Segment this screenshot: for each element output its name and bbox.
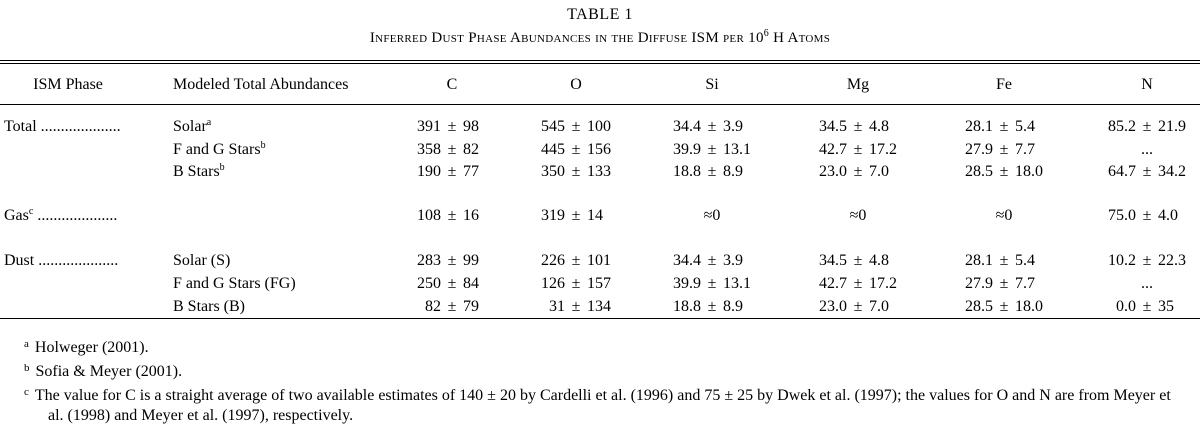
value-cell: 283 ± 99: [417, 252, 479, 269]
header-element-o: O: [570, 76, 582, 93]
value-cell: 545 ± 100: [541, 118, 611, 135]
header-element-c: C: [446, 76, 458, 93]
row-model: F and G Stars (FG): [173, 275, 296, 292]
value-cell: 39.9 ± 13.1: [673, 275, 751, 292]
header-element-mg: Mg: [846, 76, 870, 93]
value-cell: 28.5 ± 18.0: [965, 298, 1043, 315]
value-cell: 31 ± 134: [549, 298, 611, 315]
value-cell: 34.5 ± 4.8: [819, 118, 889, 135]
row-phase: Gas$^c$ ....................: [4, 206, 118, 224]
value-cell: 350 ± 133: [541, 163, 611, 180]
value-cell: 34.4 ± 3.9: [673, 118, 743, 135]
footnote-b: $^b$ Sofia & Meyer (2001).: [24, 362, 183, 380]
footnotes: [24, 334, 1184, 426]
value-cell: 10.2 ± 22.3: [1108, 252, 1186, 269]
value-cell: 39.9 ± 13.1: [673, 141, 751, 158]
value-cell: 358 ± 82: [417, 141, 479, 158]
header-model: Modeled Total Abundances: [173, 76, 349, 93]
value-cell: 34.4 ± 3.9: [673, 252, 743, 269]
row-phase: Dust ....................: [4, 252, 119, 269]
value-cell: 64.7 ± 34.2: [1108, 163, 1186, 180]
value-cell: 28.5 ± 18.0: [965, 163, 1043, 180]
value-cell: 42.7 ± 17.2: [819, 275, 897, 292]
value-cell: 82 ± 79: [425, 298, 479, 315]
header-element-fe: Fe: [996, 76, 1012, 93]
value-cell: 190 ± 77: [417, 163, 479, 180]
top-rule: [0, 60, 1200, 61]
row-phase: Total ....................: [4, 118, 121, 135]
header-rule: [0, 104, 1200, 105]
table-title: Inferred Dust Phase Abundances in the Diffuse ISM per $10^6$ H Atoms: [369, 28, 831, 46]
header-phase: ISM Phase: [33, 76, 103, 93]
value-cell: 108 ± 16: [417, 207, 479, 224]
bottom-rule: [0, 318, 1200, 319]
row-model: Solar (S): [173, 252, 231, 269]
value-cell: 250 ± 84: [417, 275, 479, 292]
value-cell: 126 ± 157: [541, 275, 611, 292]
table-number: TABLE 1: [567, 6, 633, 23]
value-cell: 34.5 ± 4.8: [819, 252, 889, 269]
value-cell: ...: [1141, 141, 1153, 158]
row-model: F and G Stars$^b$: [173, 140, 266, 158]
header-element-si: Si: [705, 76, 719, 93]
row-model: B Stars$^b$: [173, 162, 225, 180]
row-model: B Stars (B): [173, 298, 245, 315]
value-cell: 85.2 ± 21.9: [1108, 118, 1186, 135]
footnote-a: $^a$ Holweger (2001).: [24, 338, 149, 356]
value-cell: 319 ± 14: [541, 207, 603, 224]
value-cell: 0.0 ± 35: [1116, 298, 1174, 315]
value-cell: 23.0 ± 7.0: [819, 163, 889, 180]
value-cell: ≈0: [849, 207, 867, 224]
value-cell: 42.7 ± 17.2: [819, 141, 897, 158]
top-rule-double: [0, 63, 1200, 64]
value-cell: 391 ± 98: [417, 118, 479, 135]
row-model: Solar$^a$: [173, 117, 212, 135]
value-cell: ≈0: [995, 207, 1013, 224]
value-cell: 226 ± 101: [541, 252, 611, 269]
header-element-n: N: [1141, 76, 1153, 93]
value-cell: 445 ± 156: [541, 141, 611, 158]
value-cell: 18.8 ± 8.9: [673, 163, 743, 180]
value-cell: 28.1 ± 5.4: [965, 252, 1035, 269]
value-cell: 27.9 ± 7.7: [965, 141, 1035, 158]
footnote-c: $^c$ The value for C is a straight average of two available estimates of 140 ± 20 by Cardelli et al. (1996) and 75 ± 25 by Dwek et al. (1997); the values for O and N are from Meyer et al. (1998) and Meyer et al. (1997), respectively.: [24, 386, 1171, 424]
value-cell: ≈0: [703, 207, 721, 224]
value-cell: ...: [1141, 275, 1153, 292]
value-cell: 23.0 ± 7.0: [819, 298, 889, 315]
value-cell: 28.1 ± 5.4: [965, 118, 1035, 135]
value-cell: 75.0 ± 4.0: [1108, 207, 1178, 224]
value-cell: 27.9 ± 7.7: [965, 275, 1035, 292]
value-cell: 18.8 ± 8.9: [673, 298, 743, 315]
